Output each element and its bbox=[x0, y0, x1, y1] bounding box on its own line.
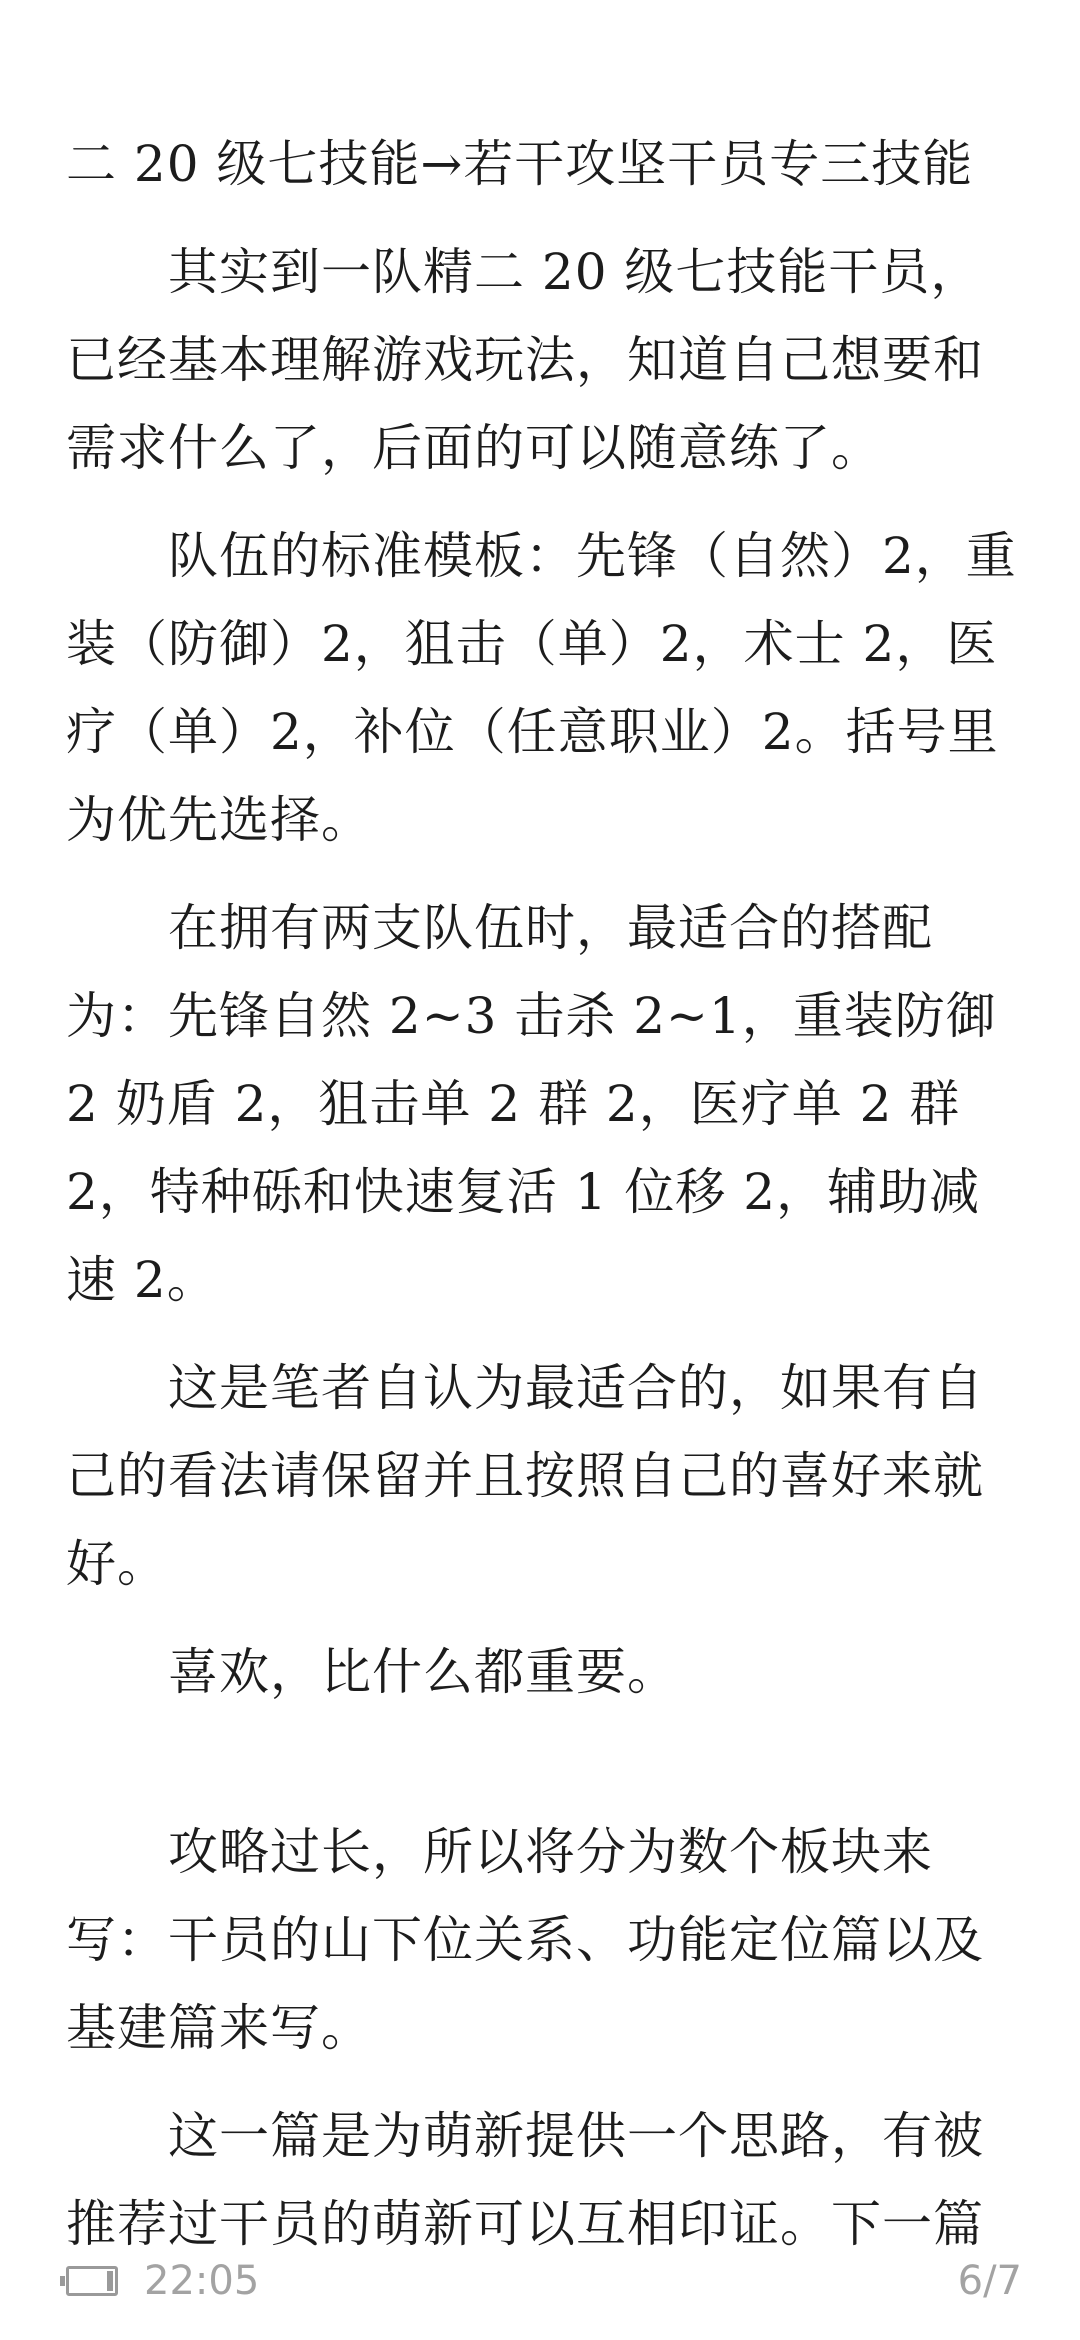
paragraph-3: 队伍的标准模板：先锋（自然）2，重装（防御）2，狙击（单）2，术士 2，医疗（单）2，补位（任意职业）2。括号里为优先选择。 bbox=[66, 527, 1017, 849]
battery-low-icon bbox=[66, 2266, 118, 2296]
paragraph-4: 在拥有两支队伍时，最适合的搭配为：先锋自然 2~3 击杀 2~1，重装防御 2 奶盾 2，狙击单 2 群 2，医疗单 2 群 2，特种砾和快速复活 1 位移 2，辅助减速 2。 bbox=[66, 899, 997, 1309]
battery-level bbox=[107, 2271, 113, 2291]
paragraph-7: 攻略过长，所以将分为数个板块来写：干员的山下位关系、功能定位篇以及基建篇来写。 bbox=[66, 1823, 984, 2057]
paragraph-5: 这是笔者自认为最适合的，如果有自己的看法请保留并且按照自己的喜好来就好。 bbox=[66, 1359, 984, 1593]
clock-time: 22:05 bbox=[144, 2258, 260, 2304]
paragraph-spacer bbox=[66, 1736, 1022, 1808]
paragraph-1: 二 20 级七技能→若干攻坚干员专三技能 bbox=[66, 135, 974, 193]
paragraph-6: 喜欢，比什么都重要。 bbox=[168, 1643, 678, 1701]
paragraph-8: 这一篇是为萌新提供一个思路，有被推荐过干员的萌新可以互相印证。下一篇 bbox=[66, 2107, 984, 2253]
reader-footer bbox=[0, 2244, 1080, 2324]
paragraph-2: 其实到一队精二 20 级七技能干员，已经基本理解游戏玩法，知道自己想要和需求什么了，后面的可以随意练了。 bbox=[66, 243, 984, 477]
reading-content[interactable] bbox=[66, 120, 1022, 2288]
page-indicator: 6/7 bbox=[957, 2258, 1022, 2304]
